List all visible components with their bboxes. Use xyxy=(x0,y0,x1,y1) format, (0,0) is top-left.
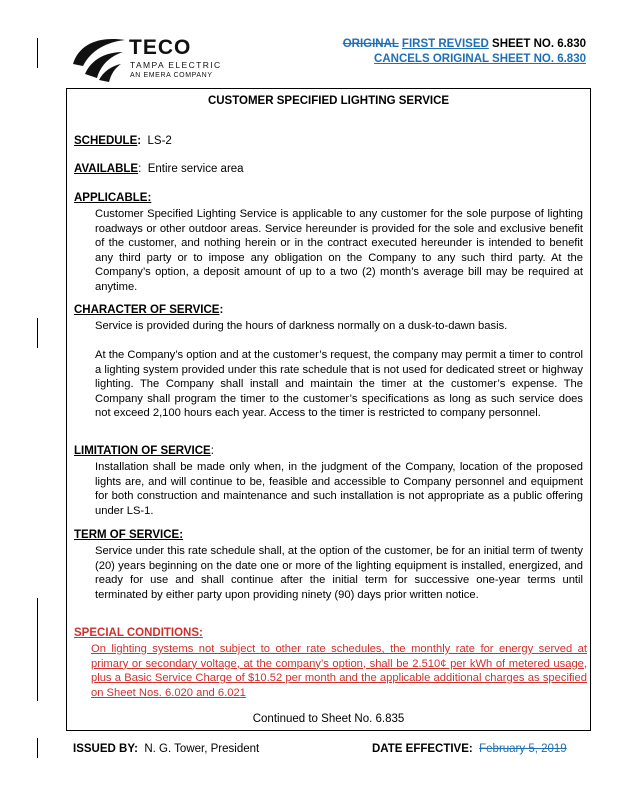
character-heading: CHARACTER OF SERVICE: xyxy=(74,304,224,316)
logo-wordmark: TECO xyxy=(129,36,192,59)
revision-bar xyxy=(37,598,38,701)
revision-bar xyxy=(37,738,38,758)
special-text: On lighting systems not subject to other rate schedules, the monthly rate for energy served at primary or secondary voltage, at the company’s option, shall be 2.510¢ per kWh of metered usage, plus a Basic Service Charge of $10.52 per month and the applicable additional charges as specified on Sheet Nos. 6.020 and 6.021 xyxy=(91,643,587,699)
schedule-label: SCHEDULE xyxy=(74,135,138,147)
character-text-1: Service is provided during the hours of darkness normally on a dusk-to-dawn basis. xyxy=(95,320,508,332)
sheet-inserted-text: FIRST REVISED xyxy=(401,38,489,50)
special-label: SPECIAL CONDITIONS: xyxy=(74,627,203,639)
teco-logo xyxy=(73,34,243,84)
document-title: CUSTOMER SPECIFIED LIGHTING SERVICE xyxy=(207,95,450,107)
limitation-heading: LIMITATION OF SERVICE: xyxy=(74,445,214,457)
term-heading xyxy=(74,529,183,541)
sheet-cancels: CANCELS ORIGINAL SHEET NO. 6.830 xyxy=(374,53,586,65)
special-heading xyxy=(74,627,203,639)
sheet-deleted-text: ORIGINAL xyxy=(342,38,399,50)
revision-bar xyxy=(37,38,38,68)
character-label: CHARACTER OF SERVICE xyxy=(74,304,220,316)
continued-note: Continued to Sheet No. 6.835 xyxy=(252,713,405,725)
issued-label: ISSUED BY: xyxy=(73,743,138,755)
schedule-line: SCHEDULE: LS-2 xyxy=(74,135,172,147)
effective-value: February 5, 2019 xyxy=(479,743,567,755)
limitation-label: LIMITATION OF SERVICE xyxy=(74,445,211,457)
issued-by xyxy=(73,743,259,755)
tariff-box xyxy=(66,88,591,731)
effective-label: DATE EFFECTIVE: xyxy=(372,743,473,755)
available-line: AVAILABLE: Entire service area xyxy=(74,163,244,175)
issued-value: N. G. Tower, President xyxy=(144,743,260,755)
limitation-text: Installation shall be made only when, in the judgment of the Company, location of the proposed lights are, and will continue to be, feasible and accessible to Company personnel and equipment for both construction and maintenance and such installation is not appropriate as a public offering under LS-1. xyxy=(95,461,583,517)
character-text-2: At the Company’s option and at the customer’s request, the company may permit a timer to control a lighting system provided under this rate schedule that is not used for dedicated street or highway lighting. The Company shall install and maintain the timer at the customer’s expense. The Company shall program the timer to the customer’s specifications as long as such service does not exceed 2,100 hours each year. Access to the timer is restricted to company personnel. xyxy=(95,349,583,420)
logo-tagline: AN EMERA COMPANY xyxy=(130,72,213,79)
sheet-number: SHEET NO. 6.830 xyxy=(492,38,586,50)
applicable-text: Customer Specified Lighting Service is applicable to any customer for the sole purpose of lighting roadways or other outdoor areas. Service hereunder is provided for the sole and exclusive benefit of the customer, and nothing herein or in the contract executed hereunder is intended to benefit any third party or to impose any obligation on the Company to any such third party. At the Company’s option, a deposit amount of up to a two (2) month’s average bill may be required at anytime. xyxy=(95,208,583,293)
schedule-value: LS-2 xyxy=(147,135,172,147)
available-label: AVAILABLE xyxy=(74,163,139,175)
sheet-header xyxy=(343,37,586,67)
logo-subtitle: TAMPA ELECTRIC xyxy=(130,60,222,70)
revision-bar xyxy=(37,318,38,348)
date-effective xyxy=(372,743,567,755)
teco-swoosh-icon xyxy=(69,34,127,82)
applicable-label: APPLICABLE: xyxy=(74,192,152,204)
term-text: Service under this rate schedule shall, at the option of the customer, be for an initial term of twenty (20) years beginning on the date one or more of the lighting equipment is installed, energized, and ready for use and shall continue after the initial term for successive one-year terms until terminated by either party upon providing ninety (90) days prior written notice. xyxy=(95,545,583,601)
applicable-heading xyxy=(74,192,151,204)
term-label: TERM OF SERVICE: xyxy=(74,529,184,541)
available-value: Entire service area xyxy=(147,163,244,175)
